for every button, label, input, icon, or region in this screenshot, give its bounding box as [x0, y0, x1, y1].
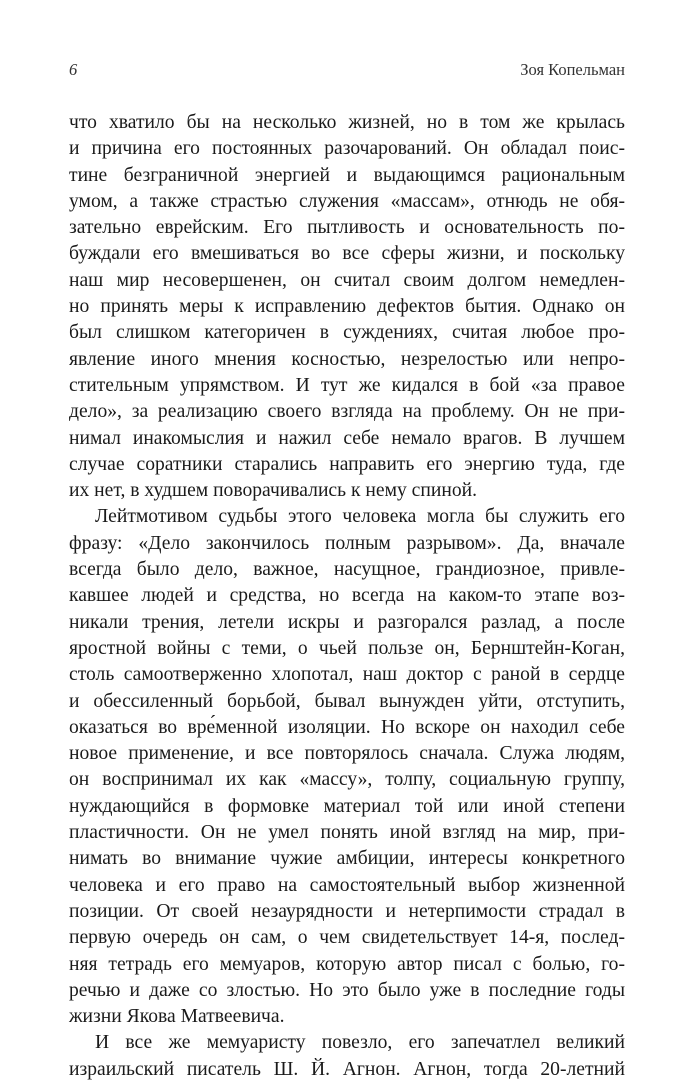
text-line: никали трения, летели искры и разгорался разлад, а после [69, 611, 625, 633]
text-line: явление иного мнения косностью, незрелостью или непро- [69, 348, 625, 370]
text-line: что хватило бы на несколько жизней, но в том же крылась [69, 112, 625, 133]
running-header [69, 60, 625, 84]
text-line: израильский писатель Ш. Й. Агнон. Агнон, тогда 20-летний [69, 1058, 625, 1080]
text-line: первую очередь он сам, о чем свидетельствует 14-я, послед- [69, 927, 625, 949]
page-number: 6 [69, 60, 78, 79]
text-line: нимал инакомыслия и нажил себе немало врагов. В лучшем [69, 427, 625, 449]
text-line: оказаться во вре́менной изоляции. Но вскоре он находил себе [69, 716, 625, 738]
text-line: столь самоотверженно хлопотал, наш доктор с раной в сердце [69, 664, 625, 686]
text-line: зательно еврейским. Его пытливость и основательность по- [69, 217, 625, 239]
text-line: случае соратники старались направить его энергию туда, где [69, 453, 625, 475]
text-line: их нет, в худшем поворачивались к нему спиной. [69, 480, 477, 502]
text-line: но принять меры к исправлению дефектов бытия. Однако он [69, 296, 625, 318]
text-line: умом, а также страстью служения «массам», отнюдь не обя- [69, 190, 625, 212]
text-line: буждали его вмешиваться во все сферы жизни, и поскольку [69, 243, 625, 265]
text-line: человека и его право на самостоятельный выбор жизненной [69, 874, 625, 896]
text-line: и причина его постоянных разочарований. Он обладал поис- [69, 138, 625, 160]
text-line: тине безграничной энергией и выдающимся рациональным [69, 164, 625, 186]
text-line: жизни Якова Матвеевича. [69, 1006, 285, 1028]
text-line: нуждающийся в формовке материал той или иной степени [69, 795, 625, 817]
text-line: дело», за реализацию своего взгляда на проблему. Он не при- [69, 401, 625, 423]
text-line: фразу: «Дело закончилось полным разрывом». Да, вначале [69, 532, 625, 554]
text-line: И все же мемуаристу повезло, его запечатлел великий [95, 1032, 625, 1054]
text-line: позиции. От своей незаурядности и нетерпимости страдал в [69, 900, 625, 922]
body-text [69, 110, 625, 1083]
text-line: стительным упрямством. И тут же кидался в бой «за правое [69, 374, 625, 396]
text-line: новое применение, и все повторялось сначала. Служа людям, [69, 743, 625, 765]
text-line: всегда было дело, важное, насущное, грандиозное, привле- [69, 559, 625, 581]
paragraph [69, 1030, 625, 1083]
running-header-author: Зоя Копельман [520, 60, 625, 79]
text-line: няя тетрадь его мемуаров, которую автор писал с болью, го- [69, 953, 625, 975]
text-line: пластичности. Он не умел понять иной взгляд на мир, при- [69, 822, 625, 844]
text-line: кавшее людей и средства, но всегда на каком-то этапе воз- [69, 585, 625, 607]
text-line: яростной войны с теми, о чьей пользе он, Бернштейн-Коган, [69, 637, 625, 659]
text-line: он воспринимал их как «массу», толпу, социальную группу, [69, 769, 625, 791]
text-line: Лейтмотивом судьбы этого человека могла бы служить его [95, 506, 625, 528]
text-line: речью и даже со злостью. Но это было уже в последние годы [69, 979, 625, 1001]
text-line: был слишком категоричен в суждениях, считая любое про- [69, 322, 625, 344]
text-line: нимать во внимание чужие амбиции, интересы конкретного [69, 848, 625, 870]
text-line: и обессиленный борьбой, бывал вынужден уйти, отступить, [69, 690, 625, 712]
paragraph [69, 504, 625, 1030]
paragraph [69, 110, 625, 504]
text-line: наш мир несовершенен, он считал своим долгом немедлен- [69, 269, 625, 291]
